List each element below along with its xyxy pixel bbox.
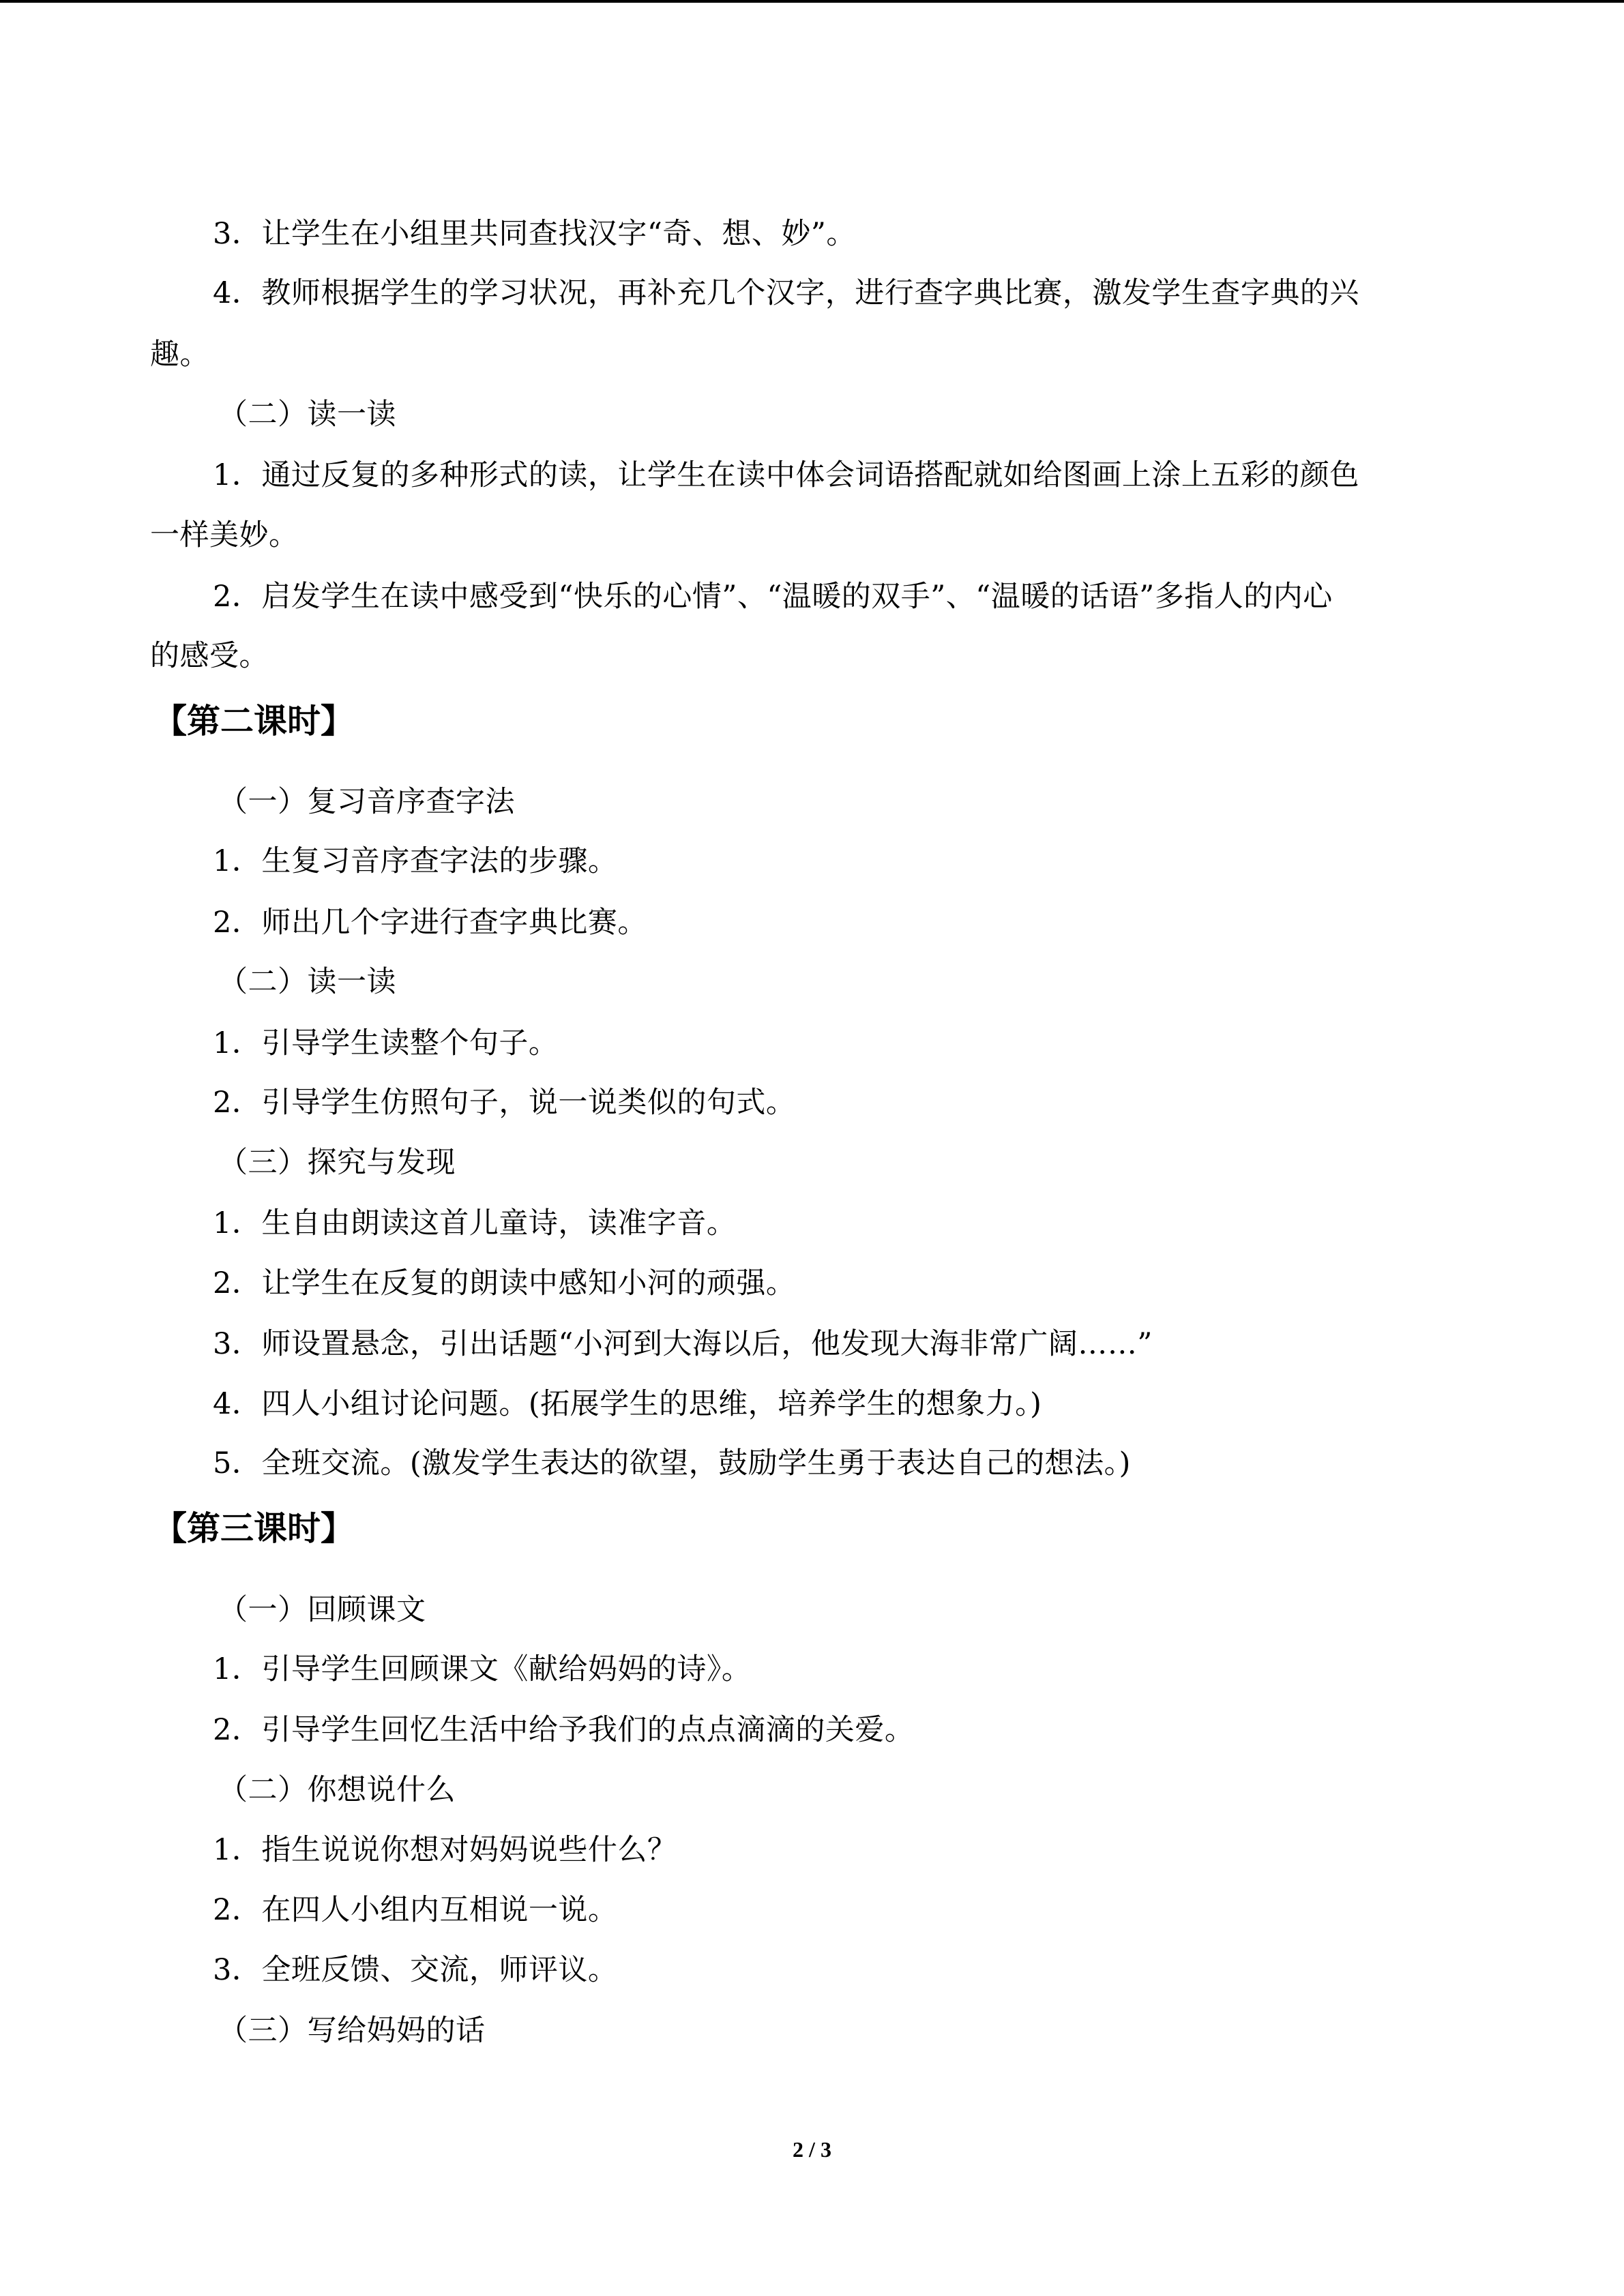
list-item: 2．引导学生仿照句子，说一说类似的句式。 [213,1086,796,1120]
list-item: 4．四人小组讨论问题。(拓展学生的思维，培养学生的想象力。) [213,1387,1042,1421]
page-number: 2 / 3 [793,2137,831,2162]
paragraph-line: 一样美妙。 [150,518,299,552]
subsection-title: （二）你想说什么 [218,1773,456,1807]
paragraph-line: 2．启发学生在读中感受到“快乐的心情”、“温暖的双手”、“温暖的话语”多指人的内心 [213,580,1333,614]
list-item: 2．引导学生回忆生活中给予我们的点点滴滴的关爱。 [213,1713,915,1747]
paragraph-line: 的感受。 [150,639,269,673]
subsection-title: （一）回顾课文 [218,1593,426,1627]
top-border-line [0,0,1624,3]
subsection-title: （二）读一读 [218,965,396,999]
list-item: 1．生复习音序查字法的步骤。 [213,844,618,878]
list-item: 2．在四人小组内互相说一说。 [213,1893,618,1927]
list-item: 2．让学生在反复的朗读中感知小河的顽强。 [213,1266,796,1300]
list-item: 1．引导学生读整个句子。 [213,1026,559,1060]
list-item: 5．全班交流。(激发学生表达的欲望，鼓励学生勇于表达自己的想法。) [213,1446,1131,1480]
list-item: 1．指生说说你想对妈妈说些什么？ [213,1833,677,1867]
list-item: 2．师出几个字进行查字典比赛。 [213,906,647,940]
subsection-title: （一）复习音序查字法 [218,785,515,819]
list-item: 3．全班反馈、交流，师评议。 [213,1953,618,1987]
list-item: 1．生自由朗读这首儿童诗，读准字音。 [213,1206,737,1240]
subsection-title: （三）写给妈妈的话 [218,2014,486,2048]
paragraph-line: 3．让学生在小组里共同查找汉字“奇、想、妙”。 [213,217,856,251]
subsection-title: （三）探究与发现 [218,1146,456,1180]
paragraph-line: 4．教师根据学生的学习状况，再补充几个汉字，进行查字典比赛，激发学生查字典的兴 [213,276,1359,310]
section-heading: 【第三课时】 [153,1508,355,1548]
list-item: 1．引导学生回顾课文《献给妈妈的诗》。 [213,1652,752,1686]
paragraph-line: 趣。 [150,338,209,372]
list-item: 3．师设置悬念，引出话题“小河到大海以后，他发现大海非常广阔……” [213,1327,1153,1361]
section-heading: 【第二课时】 [153,701,355,741]
paragraph-line: 1．通过反复的多种形式的读，让学生在读中体会词语搭配就如给图画上涂上五彩的颜色 [213,458,1359,492]
subsection-title: （二）读一读 [218,398,396,432]
